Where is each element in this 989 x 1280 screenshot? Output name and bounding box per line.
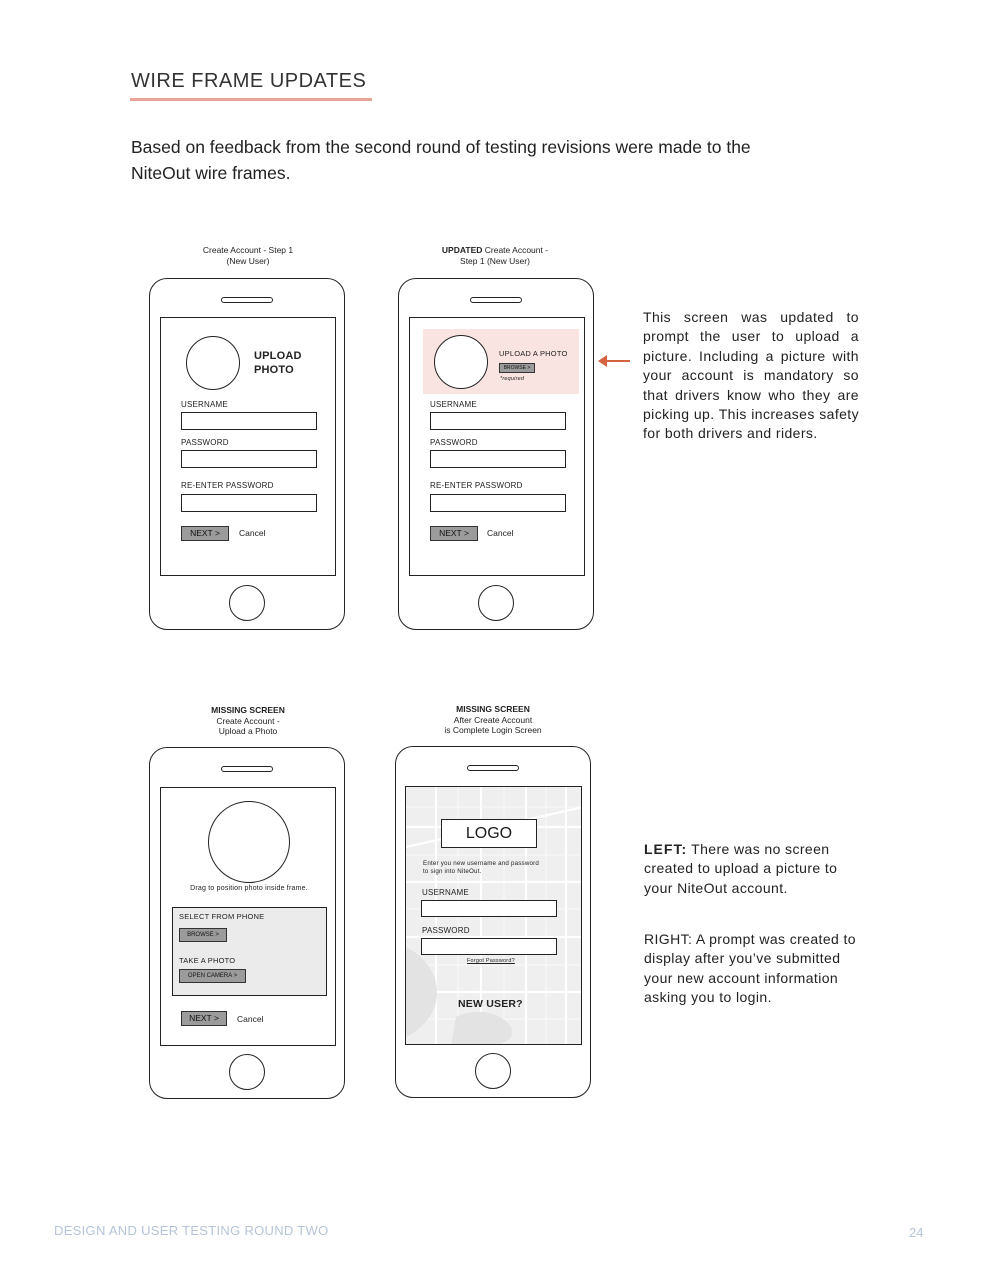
username-field[interactable] [181, 412, 317, 430]
avatar-placeholder[interactable] [186, 336, 240, 390]
next-button[interactable]: NEXT > [181, 526, 229, 541]
home-button [229, 585, 265, 621]
select-from-phone-label: SELECT FROM PHONE [179, 912, 265, 921]
title-underline [130, 98, 372, 101]
home-button [478, 585, 514, 621]
reenter-password-field[interactable] [430, 494, 566, 512]
page-title: WIRE FRAME UPDATES [131, 70, 367, 92]
home-button [229, 1054, 265, 1090]
reenter-password-label: RE-ENTER PASSWORD [181, 481, 274, 490]
browse-button[interactable]: BROWSE > [499, 363, 535, 373]
phone4-screen [405, 786, 582, 1045]
intro-paragraph: Based on feedback from the second round of testing revisions were made to the NiteOut wire frames. [131, 137, 751, 183]
phone3-caption: MISSING SCREEN Create Account - Upload a Photo [211, 705, 285, 736]
speaker-slot [221, 766, 273, 772]
photo-frame[interactable] [208, 801, 290, 883]
next-button[interactable]: NEXT > [430, 526, 478, 541]
open-camera-button[interactable]: OPEN CAMERA > [179, 969, 246, 983]
browse-button[interactable]: BROWSE > [179, 928, 227, 942]
forgot-password-link[interactable]: Forgot Password? [467, 958, 515, 964]
upload-photo-label: UPLOAD PHOTO [254, 350, 302, 376]
phone2-screen [409, 317, 585, 576]
home-button [475, 1053, 511, 1089]
password-label: PASSWORD [422, 926, 470, 935]
right-note: RIGHT: A prompt was created to display after you’ve submitted your new account information asking you to login. [644, 931, 856, 1006]
left-arrow-icon [598, 355, 607, 367]
phone3-screen [160, 787, 336, 1046]
logo-placeholder: LOGO [441, 819, 537, 848]
password-label: PASSWORD [430, 438, 478, 447]
photo-source-panel [172, 907, 327, 996]
username-label: USERNAME [430, 400, 477, 409]
password-field[interactable] [421, 938, 557, 955]
cancel-link[interactable]: Cancel [487, 528, 514, 538]
avatar-placeholder[interactable] [434, 335, 488, 389]
phone1-caption: Create Account - Step 1 (New User) [202, 245, 294, 266]
new-user-link[interactable]: NEW USER? [458, 998, 523, 1010]
phone2-caption: UPDATED Create Account - Step 1 (New User) [441, 245, 549, 266]
cancel-link[interactable]: Cancel [237, 1014, 264, 1024]
username-label: USERNAME [422, 888, 469, 897]
password-field[interactable] [181, 450, 317, 468]
next-button[interactable]: NEXT > [181, 1011, 227, 1026]
speaker-slot [221, 297, 273, 303]
required-note: *required [500, 376, 525, 382]
left-note-label: LEFT: [644, 841, 688, 857]
right-note-label: RIGHT: [644, 931, 693, 947]
upload-photo-label: UPLOAD A PHOTO [499, 349, 568, 358]
take-photo-label: TAKE A PHOTO [179, 956, 236, 965]
password-field[interactable] [430, 450, 566, 468]
password-label: PASSWORD [181, 438, 229, 447]
speaker-slot [470, 297, 522, 303]
reenter-password-label: RE-ENTER PASSWORD [430, 481, 523, 490]
phone1-wireframe [149, 278, 345, 630]
phone4-wireframe [395, 746, 591, 1098]
reenter-password-field[interactable] [181, 494, 317, 512]
phone3-wireframe [149, 747, 345, 1099]
phone1-screen [160, 317, 336, 576]
drag-instruction: Drag to position photo inside frame. [190, 885, 308, 892]
username-label: USERNAME [181, 400, 228, 409]
update-note: This screen was updated to prompt the user to upload a picture. Including a picture with your account is mandatory so that drivers know who they are picking up. This increases safety for both drivers and riders. [643, 309, 859, 442]
username-field[interactable] [421, 900, 557, 917]
left-note: LEFT: There was no screen created to upload a picture to your NiteOut account. [644, 841, 838, 896]
phone2-wireframe [398, 278, 594, 630]
footer-section-title: DESIGN AND USER TESTING ROUND TWO [54, 1223, 329, 1238]
login-prompt: Enter you new username and password to sign into NiteOut. [423, 860, 540, 875]
speaker-slot [467, 765, 519, 771]
phone4-caption: MISSING SCREEN After Create Account is Complete Login Screen [444, 704, 542, 735]
page-number: 24 [909, 1225, 924, 1240]
username-field[interactable] [430, 412, 566, 430]
cancel-link[interactable]: Cancel [239, 528, 266, 538]
